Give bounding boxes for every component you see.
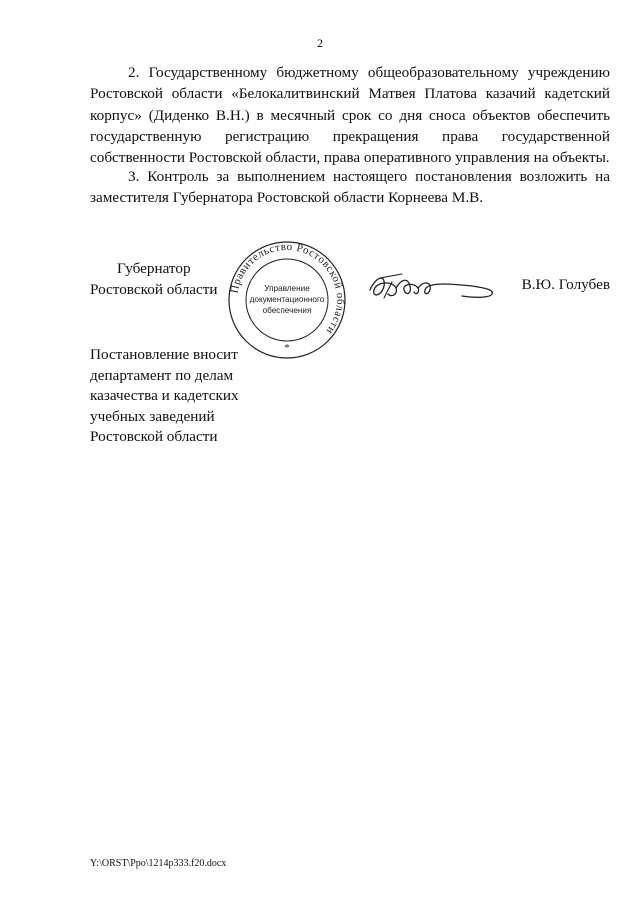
introduced-by-line-3: казачества и кадетских — [90, 387, 239, 404]
paragraph-item-3: 3. Контроль за выполнением настоящего постановления возложить на заместителя Губернатора Ростовской области Корнеева М.В. — [90, 168, 610, 207]
seal-inner-line-3: обеспечения — [262, 306, 312, 315]
introduced-by-line-5: Ростовской области — [90, 428, 218, 445]
paragraph-item-2: 2. Государственному бюджетному общеобразовательному учреждению Ростовской области «Белокалитвинский Матвея Платова казачий кадетский корпус» (Диденко В.Н.) в месячный срок со дня сноса объектов обеспечить государственную регистрацию прекращения права государственной собственности Ростовской области, права оперативного управления на объекты. — [90, 64, 610, 167]
seal-star: * — [284, 343, 290, 354]
signatory-title — [90, 258, 218, 300]
handwritten-signature — [362, 268, 502, 308]
signatory-title-line-2: Ростовской области — [90, 281, 218, 298]
signatory-title-line-1: Губернатор — [117, 260, 191, 277]
introduced-by-line-2: департамент по делам — [90, 366, 234, 384]
page-number: 2 — [317, 36, 323, 50]
footer-file-path: Y:\ORST\Ppo\1214p333.f20.docx — [90, 858, 227, 869]
seal-inner-line-1: Управление — [264, 284, 310, 293]
signature-block — [90, 240, 610, 360]
introduced-by-note — [90, 345, 270, 448]
signatory-name: В.Ю. Голубев — [521, 276, 610, 293]
introduced-by-line-4: учебных заведений — [90, 407, 215, 425]
seal-inner-line-2: документационного — [249, 295, 325, 304]
official-seal — [226, 240, 348, 360]
seal-outer-text: Правительство Ростовской области — [228, 240, 347, 337]
introduced-by-line-1: Постановление вносит — [90, 346, 238, 363]
